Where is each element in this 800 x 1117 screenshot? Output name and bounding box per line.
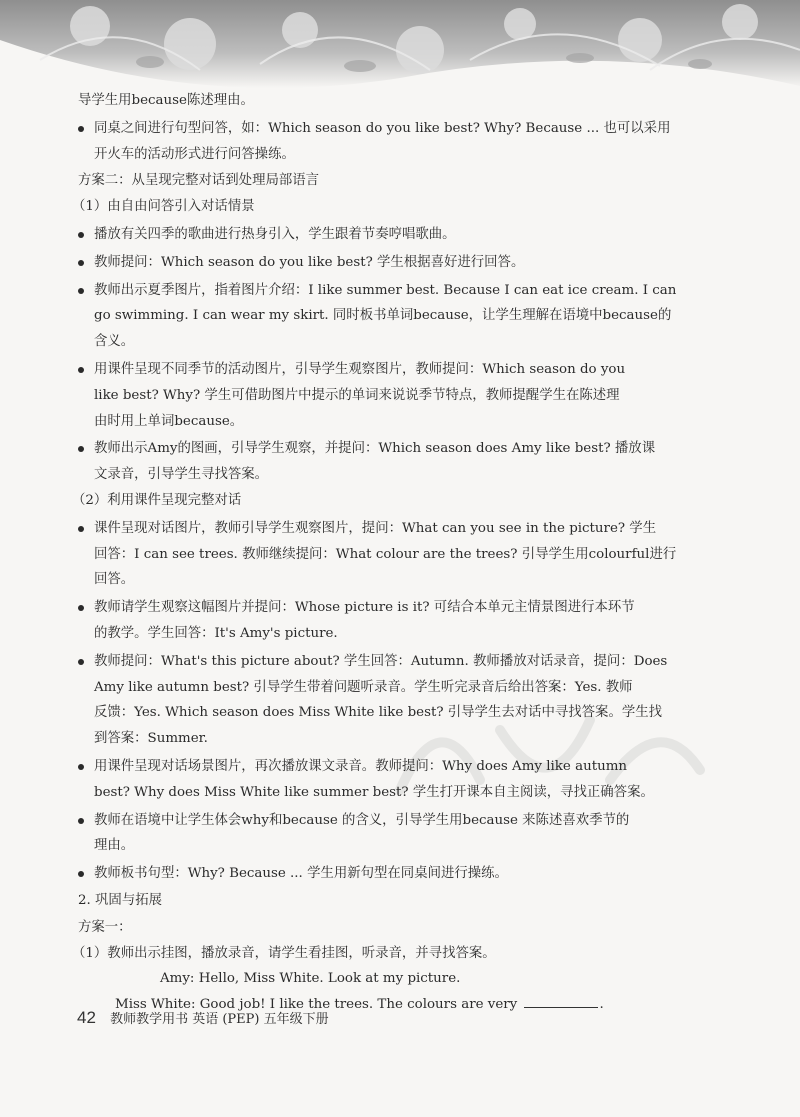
list-item-text: 教师提问：Which season do you like best? 学生根据喜好进行回答。: [94, 254, 525, 270]
dialogue-text: Miss White: Good job! I like the trees. The colours are very: [115, 997, 518, 1013]
list-item: [78, 754, 718, 806]
dialogue-end-punctuation: .: [599, 997, 604, 1013]
list-item-text: 用课件呈现不同季节的活动图片，引导学生观察图片，教师提问：Which season do you like best? Why? 学生可借助图片中提示的单词来说说季节特点，教师提醒学生在陈述理 由时用上单词because。: [94, 361, 626, 429]
list-item-text: 教师板书句型：Why? Because ... 学生用新句型在同桌间进行操练。: [94, 866, 508, 882]
bullet-icon: [78, 605, 84, 611]
list-item-text: 播放有关四季的歌曲进行热身引入，学生跟着节奏哼唱歌曲。: [94, 226, 456, 242]
plan-two-heading: 方案二：从呈现完整对话到处理局部语言: [78, 173, 320, 189]
bullet-icon: [78, 871, 84, 877]
bullet-icon: [78, 764, 84, 770]
answer-blank: [524, 993, 598, 1008]
step-one-heading: （1）由自由问答引入对话情景: [72, 199, 255, 215]
list-item: [78, 222, 718, 248]
list-item: [78, 436, 718, 488]
list-item: [78, 250, 718, 276]
bullet-icon: [78, 232, 84, 238]
list-item-text: 课件呈现对话图片，教师引导学生观察图片，提问：What can you see in the picture? 学生 回答：I can see trees. 教师继续提问：What colour are the trees? 引导学生用colourful进行 回答。: [94, 520, 677, 588]
bullet-icon: [78, 126, 84, 132]
list-item: [78, 116, 718, 168]
section-two-heading: 2. 巩固与拓展: [78, 892, 162, 908]
list-item: [78, 649, 718, 752]
bullet-icon: [78, 818, 84, 824]
list-item: [78, 357, 718, 434]
page-footer: [77, 1008, 329, 1028]
list-item: [78, 808, 718, 860]
list-item-text: 教师提问：What's this picture about? 学生回答：Autumn. 教师播放对话录音，提问：Does Amy like autumn best? 引导学生带着问题听录音。学生听完录音后给出答案：Yes. 教师 反馈：Yes. Which season does Miss White like best? 引导学生去对话中寻找答案。学生找 到答案：Summer.: [94, 653, 668, 747]
bullet-icon: [78, 659, 84, 665]
list-item-text: 教师出示Amy的图画，引导学生观察，并提问：Which season does Amy like best? 播放课 文录音，引导学生寻找答案。: [94, 441, 656, 483]
step-three-heading: （1）教师出示挂图，播放录音，请学生看挂图，听录音，并寻找答案。: [72, 945, 496, 961]
intro-line: 导学生用because陈述理由。: [78, 93, 254, 108]
step-two-heading: （2）利用课件呈现完整对话: [72, 492, 242, 508]
decorative-floral-banner: [0, 0, 800, 96]
bullet-icon: [78, 526, 84, 532]
list-item-text: 同桌之间进行句型问答，如：Which season do you like best? Why? Because ... 也可以采用 开火车的活动形式进行问答操练。: [94, 120, 671, 162]
list-item: [78, 516, 718, 593]
list-item-text: 教师在语境中让学生体会why和because 的含义，引导学生用because 来陈述喜欢季节的 理由。: [94, 812, 630, 854]
list-item: [78, 595, 718, 647]
list-item: [78, 861, 718, 887]
bullet-icon: [78, 367, 84, 373]
bullet-icon: [78, 446, 84, 452]
page-number: 42: [77, 1008, 96, 1027]
plan-one-heading: 方案一：: [78, 919, 132, 935]
bullet-icon: [78, 288, 84, 294]
list-item-text: 用课件呈现对话场景图片，再次播放课文录音。教师提问：Why does Amy like autumn best? Why does Miss White like summer best? 学生打开课本自主阅读，寻找正确答案。: [94, 758, 654, 800]
bullet-icon: [78, 260, 84, 266]
list-item-text: 教师出示夏季图片，指着图片介绍：I like summer best. Because I can eat ice cream. I can go swimming. I can wear my skirt. 同时板书单词because，让学生理解在语境中because的 含义。: [94, 282, 677, 350]
list-item-text: 教师请学生观察这幅图片并提问：Whose picture is it? 可结合本单元主情景图进行本环节 的教学。学生回答：It's Amy's picture.: [94, 600, 635, 641]
dialogue-line-amy: Amy: Hello, Miss White. Look at my picture.: [160, 971, 461, 987]
book-title: 教师教学用书 英语 (PEP) 五年级下册: [110, 1012, 329, 1027]
list-item: [78, 278, 718, 355]
